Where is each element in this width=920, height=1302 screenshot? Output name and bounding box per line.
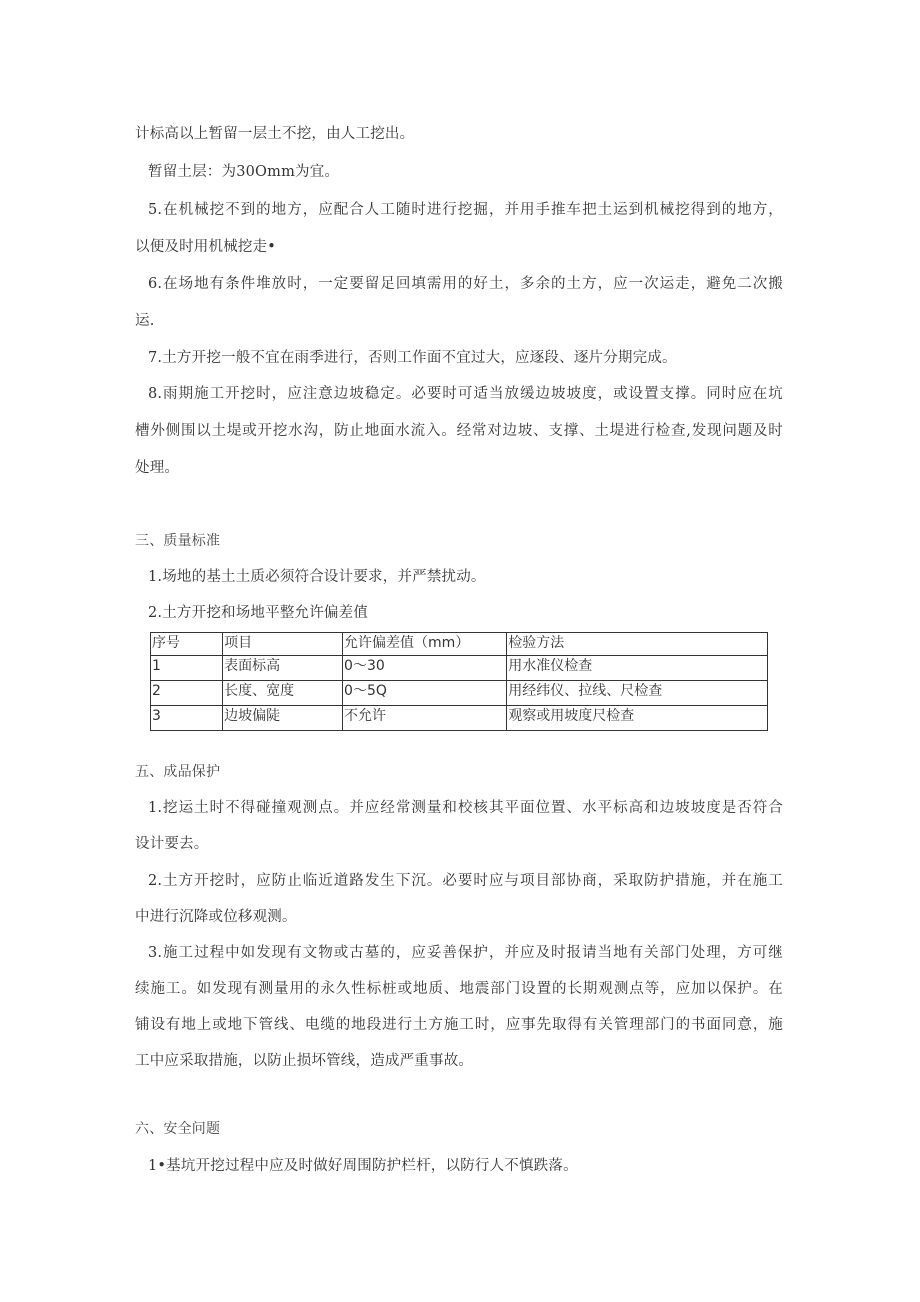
paragraph-line: 设计要去。 <box>135 836 209 852</box>
table-cell: 3 <box>151 706 223 731</box>
paragraph-line: 暂留土层：为30Omm为宜。 <box>148 164 340 180</box>
section-heading-safety: 六、安全问题 <box>135 1121 221 1137</box>
table-header-cell: 允许偏差值（mm） <box>343 633 507 656</box>
paragraph-line: 工中应采取措施，以防止损坏管线，造成严重事故。 <box>135 1053 474 1069</box>
section-heading-protection: 五、成品保护 <box>135 764 221 780</box>
table-row <box>151 656 768 681</box>
list-item-6: 6.在场地有条件堆放时，一定要留足回填需用的好土，多余的土方，应一次运走，避免二次搬 <box>148 276 783 292</box>
table-cell: 用水准仪检查 <box>507 656 768 681</box>
list-item: 2.土方开挖和场地平整允许偏差值 <box>148 605 369 621</box>
list-item-8: 8.雨期施工开挖时，应注意边坡稳定。必要时可适当放缓边坡坡度，或设置支撑。同时应在坑 <box>148 386 783 402</box>
table-cell: 边坡偏陡 <box>223 706 343 731</box>
table-cell: 2 <box>151 681 223 706</box>
table-cell: 不允许 <box>343 706 507 731</box>
paragraph-line: 铺设有地上或地下管线、电缆的地段进行土方施工时，应事先取得有关管理部门的书面同意，施 <box>135 1017 783 1033</box>
paragraph-line: 计标高以上暂留一层土不挖，由人工挖出。 <box>135 126 415 142</box>
table-header-cell: 项目 <box>223 633 343 656</box>
paragraph-line: 以便及时用机械挖走• <box>135 239 277 255</box>
deviation-table <box>150 632 768 731</box>
table-header-cell: 检验方法 <box>507 633 768 656</box>
paragraph-line: 中进行沉降或位移观测。 <box>135 909 297 925</box>
list-item-2: 2.土方开挖时，应防止临近道路发生下沉。必要时应与项目部协商，采取防护措施，并在施工 <box>148 873 783 889</box>
paragraph-line: 槽外侧围以土堤或开挖水沟，防止地面水流入。经常对边坡、支撑、土堤进行检查,发现问题及时 <box>135 423 783 439</box>
paragraph-line: 处理。 <box>135 460 180 476</box>
table-cell: 用经纬仪、拉线、尺检查 <box>507 681 768 706</box>
list-item-5: 5.在机械挖不到的地方，应配合人工随时进行挖掘，并用手推车把土运到机械挖得到的地方， <box>148 202 783 218</box>
table-cell: 0〜30 <box>343 656 507 681</box>
list-item-1: 1.挖运土时不得碰撞观测点。并应经常测量和校核其平面位置、水平标高和边坡坡度是否符合 <box>148 800 783 816</box>
paragraph-line: 续施工。如发现有测量用的永久性标桩或地质、地震部门设置的长期观测点等，应加以保护。在 <box>135 981 783 997</box>
list-item: 1•基坑开挖过程中应及时做好周围防护栏杆，以防行人不慎跌落。 <box>148 1158 578 1174</box>
list-item: 1.场地的基土土质必须符合设计要求，并严禁扰动。 <box>148 569 486 585</box>
table-cell: 1 <box>151 656 223 681</box>
table-cell: 观察或用坡度尺检查 <box>507 706 768 731</box>
section-heading-quality: 三、质量标准 <box>135 533 221 549</box>
list-item-3: 3.施工过程中如发现有文物或古墓的，应妥善保护，并应及时报请当地有关部门处理，方可继 <box>148 945 783 961</box>
paragraph-line: 运. <box>135 313 155 329</box>
table-cell: 表面标高 <box>223 656 343 681</box>
table-cell: 长度、宽度 <box>223 681 343 706</box>
table-row <box>151 681 768 706</box>
table-header-cell: 序号 <box>151 633 223 656</box>
list-item-7: 7.土方开挖一般不宜在雨季进行，否则工作面不宜过大，应逐段、逐片分期完成。 <box>148 350 677 366</box>
table-row <box>151 706 768 731</box>
table-cell: 0〜5Q <box>343 681 507 706</box>
table-header-row <box>151 633 768 656</box>
